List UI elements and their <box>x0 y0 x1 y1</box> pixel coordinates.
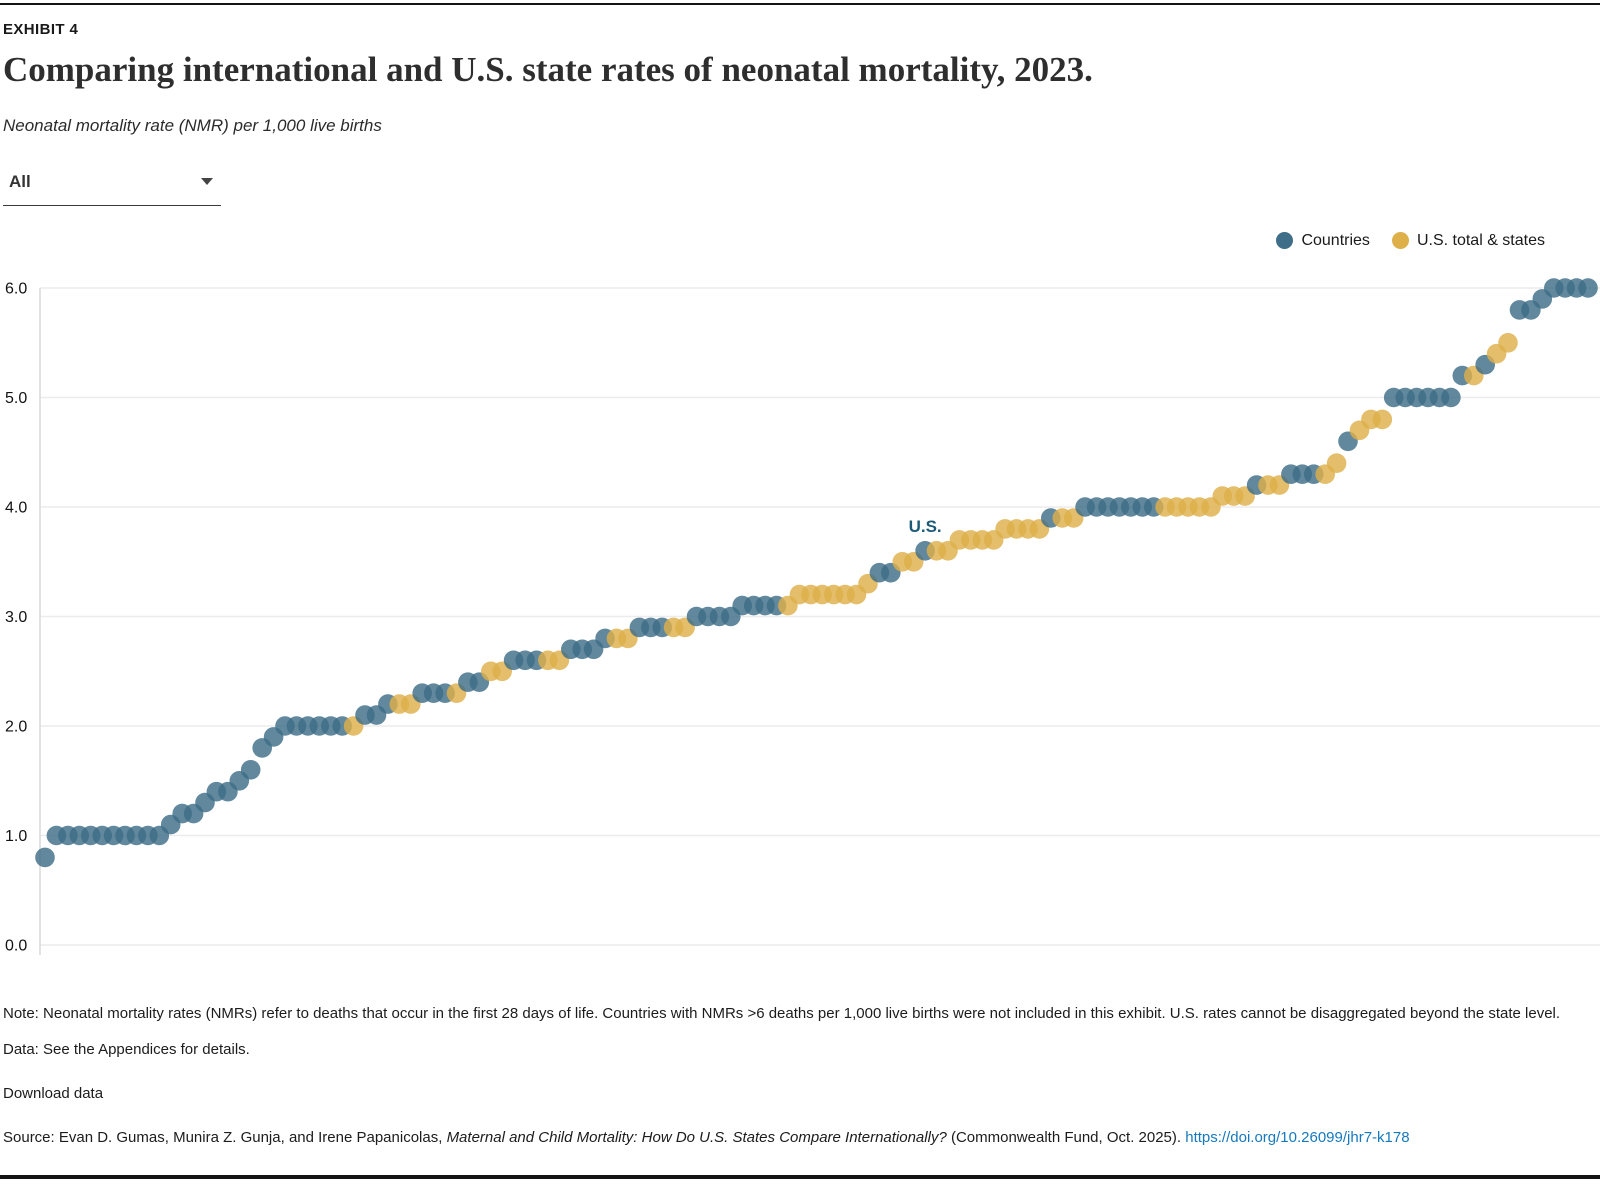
data-point-country[interactable] <box>241 760 261 780</box>
y-tick-label: 3.0 <box>5 608 28 626</box>
source-prefix: Source: Evan D. Gumas, Munira Z. Gunja, and Irene Papanicolas, <box>3 1128 447 1146</box>
data-source-note: Data: See the Appendices for details. <box>3 1040 250 1058</box>
y-tick-label: 6.0 <box>5 280 28 298</box>
source-line <box>3 1127 1597 1149</box>
legend-dot-us <box>1392 232 1409 249</box>
chart-legend <box>3 232 1597 250</box>
page-title: Comparing international and U.S. state rates of neonatal mortality, 2023. <box>3 50 1093 89</box>
data-point-country[interactable] <box>1578 278 1598 298</box>
legend-item-countries <box>1276 232 1369 250</box>
page-subtitle: Neonatal mortality rate (NMR) per 1,000 live births <box>3 115 382 135</box>
y-tick-label: 4.0 <box>5 499 28 517</box>
legend-item-us <box>1392 232 1545 250</box>
data-point-us-state[interactable] <box>1498 333 1518 353</box>
nmr-dot-plot <box>3 263 1600 963</box>
legend-dot-countries <box>1276 232 1293 249</box>
legend-label-countries: Countries <box>1301 231 1370 249</box>
us-annotation-label: U.S. <box>908 516 942 536</box>
y-tick-label: 1.0 <box>5 827 28 845</box>
exhibit-number: EXHIBIT 4 <box>3 21 79 38</box>
legend-label-us: U.S. total & states <box>1416 231 1545 249</box>
data-point-country[interactable] <box>1441 387 1461 407</box>
y-tick-label: 0.0 <box>5 937 28 955</box>
top-rule <box>0 3 1600 5</box>
chevron-down-icon <box>201 178 213 185</box>
bottom-rule <box>0 1175 1600 1179</box>
data-point-country[interactable] <box>35 847 55 867</box>
download-data-link[interactable]: Download data <box>3 1084 104 1102</box>
doi-link[interactable]: https://doi.org/10.26099/jhr7-k178 <box>1185 1128 1410 1146</box>
data-point-us-state[interactable] <box>1373 409 1393 429</box>
exhibit-page <box>0 3 1600 1179</box>
y-tick-label: 5.0 <box>5 389 28 407</box>
data-point-us-state[interactable] <box>1327 453 1347 473</box>
region-filter-dropdown[interactable] <box>3 172 221 206</box>
note-text: Note: Neonatal mortality rates (NMRs) refer to deaths that occur in the first 28 days of life. Countries with NMRs >6 deaths per 1,000 live births were not included in this exhibit. U.S. rates cannot be disaggregated beyond the state level. <box>3 1004 1561 1022</box>
y-tick-label: 2.0 <box>5 718 28 736</box>
source-suffix: (Commonwealth Fund, Oct. 2025). <box>946 1128 1186 1146</box>
source-publication-title: Maternal and Child Mortality: How Do U.S. States Compare Internationally? <box>446 1128 947 1146</box>
region-filter-value: All <box>9 171 31 191</box>
